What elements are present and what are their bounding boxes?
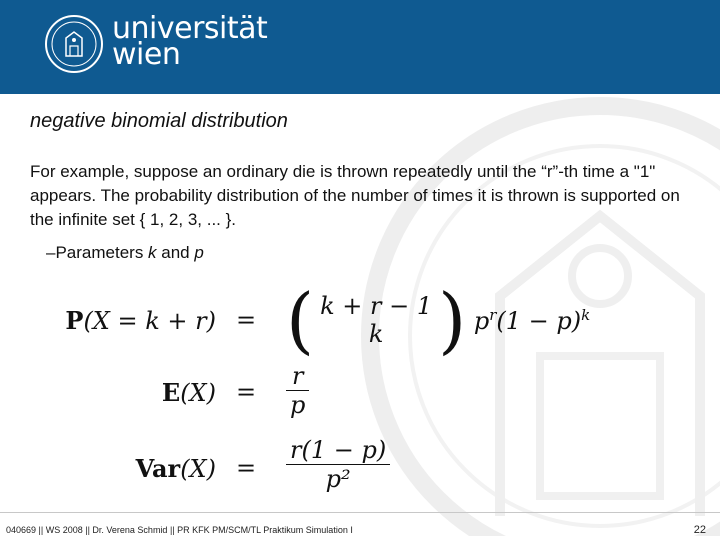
slide-paragraph: For example, suppose an ordinary die is thrown repeatedly until the “r”-th time a "1" appears. The probability distribution of the number of times it is thrown is supported on the infinite set { 1, 2, 3, ... }.	[30, 162, 680, 229]
page-number: 22	[693, 524, 706, 536]
pmf-lhs-rest: (X = k + r)	[83, 307, 216, 335]
bullet-prefix: –Parameters	[46, 243, 149, 262]
slide-footer	[0, 512, 720, 540]
brand-line2: wien	[112, 37, 181, 72]
mean-numerator: r	[291, 362, 304, 390]
university-seal-icon	[44, 14, 104, 74]
var-fraction	[286, 436, 390, 493]
footer-text: 040669 || WS 2008 || Dr. Verena Schmid || PR KFK PM/SCM/TL Praktikum Simulation I	[6, 525, 353, 535]
binom-top: k + r − 1	[320, 292, 433, 320]
mean-denominator: p	[286, 390, 309, 419]
var-denominator: p²	[286, 464, 390, 493]
right-paren: )	[438, 278, 467, 362]
mean-lhs-rest: (X)	[180, 379, 216, 407]
var-numerator: r(1 − p)	[290, 436, 387, 464]
var-lhs	[136, 454, 216, 483]
var-lhs-rest: (X)	[180, 455, 216, 483]
mean-formula	[36, 362, 676, 426]
mean-lhs-bold: E	[161, 378, 181, 407]
parameters-bullet	[46, 243, 204, 263]
pmf-tail-mid: (1 − p)	[496, 306, 582, 335]
param-p: p	[194, 243, 204, 262]
left-paren: (	[286, 278, 315, 362]
pmf-tail	[474, 307, 590, 335]
header-bar	[0, 0, 720, 94]
mean-fraction	[286, 362, 309, 419]
pmf-rhs	[286, 278, 591, 364]
footer-divider	[0, 512, 720, 513]
pmf-tail-sup1: r	[489, 305, 497, 324]
pmf-lhs	[65, 306, 216, 335]
pmf-tail-sup2: k	[581, 305, 591, 324]
pmf-tail-base: p	[473, 306, 490, 335]
var-equals: =	[236, 454, 257, 482]
brand-line1: universität	[112, 11, 268, 46]
pmf-equals: =	[236, 306, 257, 334]
university-logo-text	[112, 11, 268, 72]
mean-lhs	[162, 378, 216, 407]
mean-equals: =	[236, 378, 257, 406]
pmf-lhs-bold: P	[65, 306, 84, 335]
variance-formula	[36, 438, 676, 508]
param-k: k	[148, 243, 157, 262]
binom-bottom: k	[368, 320, 384, 348]
slide-title: negative binomial distribution	[30, 110, 288, 132]
var-lhs-bold: Var	[135, 454, 181, 483]
pmf-formula	[36, 278, 676, 364]
binomial-coefficient	[314, 292, 438, 348]
bullet-and: and	[156, 243, 195, 262]
